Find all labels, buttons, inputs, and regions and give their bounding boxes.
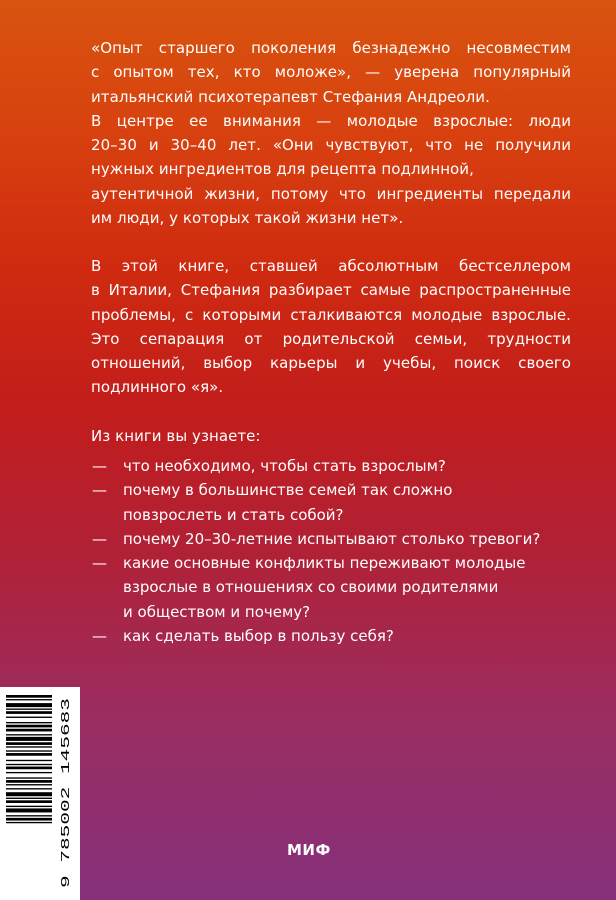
barcode-bar: [6, 788, 52, 789]
list-item-text: взрослые в отношениях со своими родителями: [123, 578, 499, 597]
barcode-bar: [6, 798, 52, 799]
text-line: с опытом тех, кто моложе», — уверена популярный: [91, 63, 571, 82]
text-line: им люди, у которых такой жизни нет».: [91, 209, 404, 228]
barcode-bar: [6, 725, 52, 728]
barcode-bar: [6, 784, 52, 785]
barcode-bar: [6, 709, 52, 710]
list-intro: Из книги вы узнаете:: [91, 427, 261, 445]
barcode-bar: [6, 800, 52, 803]
list-item-text: какие основные конфликты переживают молодые: [123, 554, 526, 573]
list-item-text: и обществом и почему?: [123, 602, 311, 621]
barcode-bar: [6, 772, 52, 773]
text-line: итальянский психотерапевт Стефания Андреоли.: [91, 87, 490, 106]
list-item: [91, 527, 571, 551]
barcode-bar: [6, 767, 52, 770]
barcode-bar: [6, 703, 52, 707]
text-line: В этой книге, ставшей абсолютным бестселлером: [91, 257, 571, 275]
barcode-bar: [6, 760, 52, 761]
list-item: [91, 454, 571, 478]
description-paragraph-2: [91, 254, 571, 400]
barcode-bar: [6, 764, 52, 765]
barcode-bar: [6, 699, 52, 700]
barcode-bar: [6, 818, 52, 821]
list-item: [91, 624, 571, 648]
list-item-text: почему в большинстве семей так сложно: [123, 481, 453, 500]
barcode-bar: [6, 737, 52, 741]
barcode-bar: [6, 746, 52, 747]
barcode-bar: [6, 729, 52, 732]
text-line: Это сепарация от родительской семьи, трудности: [91, 329, 571, 348]
barcode-bar: [6, 717, 52, 718]
barcode-bar: [6, 695, 52, 698]
list-item-text: что необходимо, чтобы стать взрослым?: [123, 457, 446, 475]
barcode-bar: [6, 777, 52, 778]
text-line: «Опыт старшего поколения безнадежно несовместим: [91, 39, 571, 57]
learning-points-list: [91, 454, 571, 648]
dash-marker: —: [92, 457, 107, 475]
barcode-bar: [6, 722, 52, 723]
barcode-bar: [6, 734, 52, 735]
barcode-bar: [6, 711, 52, 714]
list-item: [91, 551, 571, 624]
text-line: В центре ее внимания — молодые взрослые: люди: [91, 111, 571, 130]
text-line: отношений, выбор карьеры и учебы, поиск своего: [91, 354, 571, 373]
barcode-bar: [6, 750, 52, 751]
barcode-bar: [6, 753, 52, 756]
dash-marker: —: [92, 481, 107, 500]
dash-marker: —: [92, 554, 107, 573]
barcode-bar: [6, 792, 52, 796]
text-line: нужных ингредиентов для рецепта подлинной,: [91, 160, 474, 179]
barcode-bar: [6, 806, 52, 807]
text-line: 20–30 и 30–40 лет. «Они чувствуют, что не получили: [91, 136, 571, 155]
publisher-logo: МИФ: [287, 841, 331, 859]
barcode-bar: [6, 808, 52, 812]
text-line: в Италии, Стефания разбирает самые распространенные: [91, 281, 571, 300]
dash-marker: —: [92, 529, 107, 548]
barcode-icon: [6, 693, 54, 893]
text-line: аутентичной жизни, потому что ингредиенты передали: [91, 184, 571, 203]
barcode-number: [56, 690, 74, 890]
barcode-digits-text: 9 785002 145683: [59, 779, 73, 888]
list-item-text: почему 20–30-летние испытывают столько тревоги?: [123, 529, 541, 548]
barcode-bar: [6, 780, 52, 783]
dash-marker: —: [92, 627, 107, 646]
barcode-bar: [6, 742, 52, 745]
barcode-bar: [6, 815, 52, 816]
text-line: проблемы, с которыми сталкиваются молодые взрослые.: [91, 305, 571, 324]
barcode-bar: [6, 822, 52, 823]
list-item: [91, 478, 571, 527]
description-paragraph-1: [91, 36, 571, 230]
list-item-text: как сделать выбор в пользу себя?: [123, 627, 394, 646]
list-item-text: повзрослеть и стать собой?: [123, 505, 344, 524]
text-line: подлинного «я».: [91, 378, 224, 397]
